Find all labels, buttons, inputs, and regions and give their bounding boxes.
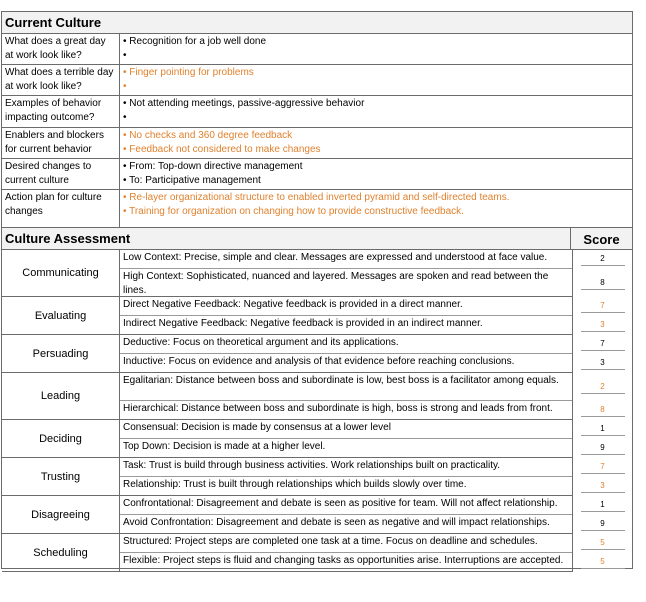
- dimension-label: Evaluating: [2, 297, 120, 335]
- culture-assessment-title: Culture Assessment: [2, 228, 632, 250]
- score-value: 3: [581, 357, 625, 370]
- dimension-description: Low Context: Precise, simple and clear. Messages are expressed and understood at face value.: [120, 250, 572, 269]
- score-value: 9: [581, 442, 625, 455]
- bullet-line: •: [123, 50, 127, 61]
- score-cell[interactable]: [572, 373, 632, 401]
- score-value: 8: [581, 404, 625, 417]
- score-value: 2: [581, 381, 625, 394]
- dimension-description: Structured: Project steps are completed one task at a time. Focus on deadline and schedules.: [120, 534, 572, 553]
- dimension-description: Inductive: Focus on evidence and analysis of that evidence before reaching conclusions.: [120, 354, 572, 373]
- bullet-line: • Finger pointing for problems: [123, 67, 254, 78]
- bullet-line: • Feedback not considered to make changes: [123, 144, 321, 155]
- dimension-description: Hierarchical: Distance between boss and subordinate is high, boss is strong and leads from front.: [120, 401, 572, 420]
- score-value: 7: [581, 461, 625, 474]
- row-label: What does a great day at work look like?: [2, 34, 120, 64]
- dimension-description: Direct Negative Feedback: Negative feedback is provided in a direct manner.: [120, 297, 572, 316]
- score-cell[interactable]: [572, 335, 632, 354]
- dimension-description: Deductive: Focus on theoretical argument and its applications.: [120, 335, 572, 354]
- bullet-line: • Re-layer organizational structure to enabled inverted pyramid and self-directed teams.: [123, 192, 510, 203]
- row-value-cell[interactable]: [120, 65, 632, 95]
- score-cell[interactable]: [572, 439, 632, 458]
- dimension-label: Communicating: [2, 250, 120, 297]
- score-value: 5: [581, 537, 625, 550]
- dimension-label: Persuading: [2, 335, 120, 373]
- score-cell[interactable]: [572, 496, 632, 515]
- dimension-description: Indirect Negative Feedback: Negative feedback is provided in an indirect manner.: [120, 316, 572, 335]
- current-culture-row: [2, 190, 632, 228]
- bullet-line: •: [123, 112, 127, 123]
- dimension-description: Relationship: Trust is built through relationships which builds slowly over time.: [120, 477, 572, 496]
- dimension-description: Top Down: Decision is made at a higher level.: [120, 439, 572, 458]
- score-value: 9: [581, 518, 625, 531]
- row-label: What does a terrible day at work look like?: [2, 65, 120, 95]
- current-culture-row: [2, 65, 632, 96]
- score-value: 8: [581, 277, 625, 290]
- row-value-cell[interactable]: [120, 128, 632, 158]
- bullet-line: • Recognition for a job well done: [123, 36, 267, 47]
- score-value: 1: [581, 499, 625, 512]
- score-cell[interactable]: [572, 458, 632, 477]
- dimension-label: Scheduling: [2, 534, 120, 572]
- current-culture-title: Current Culture: [2, 12, 632, 34]
- score-cell[interactable]: [572, 420, 632, 439]
- row-label: Enablers and blockers for current behavior: [2, 128, 120, 158]
- dimension-description: High Context: Sophisticated, nuanced and layered. Messages are spoken and read between the lines.: [120, 269, 572, 297]
- row-value-cell[interactable]: [120, 34, 632, 64]
- score-cell[interactable]: [572, 401, 632, 420]
- dimension-label: Deciding: [2, 420, 120, 458]
- current-culture-row: [2, 96, 632, 128]
- culture-assessment-table: [1, 227, 633, 569]
- dimension-description: Egalitarian: Distance between boss and subordinate is low, best boss is a facilitator among equals.: [120, 373, 572, 401]
- score-value: 1: [581, 423, 625, 436]
- row-value-cell[interactable]: [120, 159, 632, 189]
- dimension-description: Consensual: Decision is made by consensus at a lower level: [120, 420, 572, 439]
- score-cell[interactable]: [572, 553, 632, 572]
- current-culture-row: [2, 34, 632, 65]
- score-value: 3: [581, 319, 625, 332]
- score-value: 7: [581, 338, 625, 351]
- current-culture-row: [2, 159, 632, 190]
- current-culture-row: [2, 128, 632, 159]
- dimension-description: Task: Trust is build through business activities. Work relationships built on practicality.: [120, 458, 572, 477]
- score-cell[interactable]: [572, 250, 632, 269]
- row-value-cell[interactable]: [120, 96, 632, 127]
- bullet-line: • Not attending meetings, passive-aggressive behavior: [123, 98, 365, 109]
- score-cell[interactable]: [572, 269, 632, 297]
- dimension-label: Disagreeing: [2, 496, 120, 534]
- score-value: 7: [581, 300, 625, 313]
- dimension-description: Flexible: Project steps is fluid and changing tasks as opportunities arise. Interruptions are accepted.: [120, 553, 572, 572]
- score-cell[interactable]: [572, 515, 632, 534]
- bullet-line: • Training for organization on changing how to provide constructive feedback.: [123, 206, 464, 217]
- dimension-label: Leading: [2, 373, 120, 420]
- score-cell[interactable]: [572, 297, 632, 316]
- bullet-line: • No checks and 360 degree feedback: [123, 130, 293, 141]
- score-cell[interactable]: [572, 354, 632, 373]
- score-value: 5: [581, 556, 625, 569]
- row-value-cell[interactable]: [120, 190, 632, 228]
- row-label: Desired changes to current culture: [2, 159, 120, 189]
- bullet-line: • To: Participative management: [123, 175, 261, 186]
- bullet-line: •: [123, 81, 127, 92]
- row-label: Action plan for culture changes: [2, 190, 120, 228]
- dimension-label: Trusting: [2, 458, 120, 496]
- score-cell[interactable]: [572, 316, 632, 335]
- score-header: Score: [570, 228, 632, 250]
- dimension-description: Avoid Confrontation: Disagreement and debate is seen as negative and will impact relationships.: [120, 515, 572, 534]
- score-cell[interactable]: [572, 477, 632, 496]
- score-cell[interactable]: [572, 534, 632, 553]
- dimension-description: Confrontational: Disagreement and debate is seen as positive for team. Will not affect relationship.: [120, 496, 572, 515]
- score-value: 2: [581, 253, 625, 266]
- row-label: Examples of behavior impacting outcome?: [2, 96, 120, 127]
- current-culture-table: [1, 11, 633, 229]
- bullet-line: • From: Top-down directive management: [123, 161, 303, 172]
- score-value: 3: [581, 480, 625, 493]
